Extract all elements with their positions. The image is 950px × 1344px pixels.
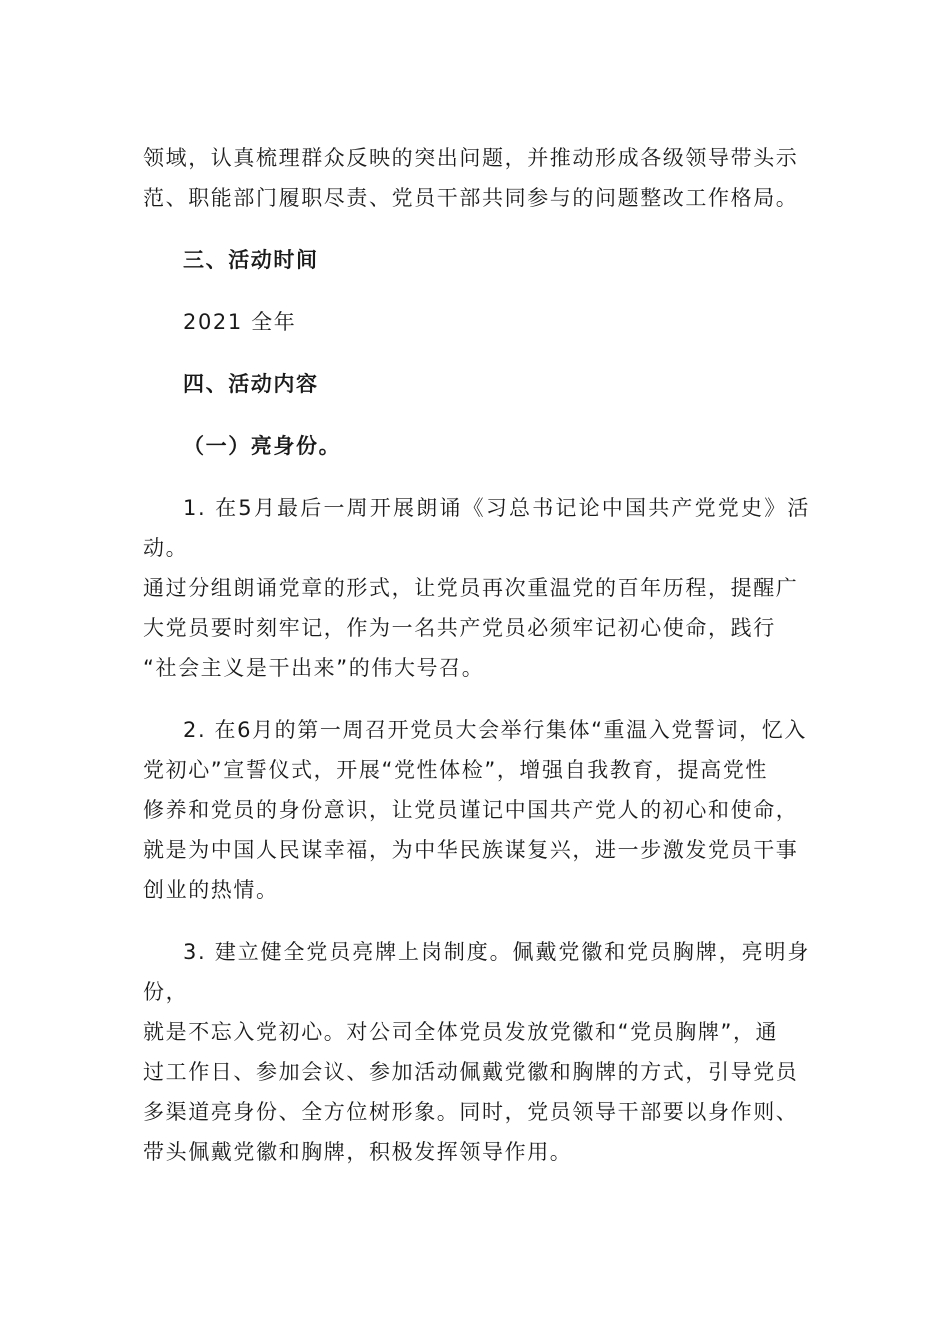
list-item-1 — [143, 488, 810, 688]
section-heading-time: 三、活动时间 — [183, 248, 319, 272]
text-line: 修养和党员的身份意识，让党员谨记中国共产党人的初心和使命， — [143, 798, 799, 822]
text-line: 就是为中国人民谋幸福，为中华民族谋复兴，进一步激发党员干事 — [143, 838, 799, 862]
list-item-2 — [143, 710, 810, 910]
paragraph-intro — [143, 138, 810, 218]
text-line: 3. 建立健全党员亮牌上岗制度。佩戴党徽和党员胸牌，亮明身份， — [143, 940, 810, 1004]
text-line: 过工作日、参加会议、参加活动佩戴党徽和胸牌的方式，引导党员 — [143, 1060, 799, 1084]
text-line: 1. 在5月最后一周开展朗诵《习总书记论中国共产党党史》活动。 — [143, 496, 810, 560]
text-line: 通过分组朗诵党章的形式，让党员再次重温党的百年历程，提醒广 — [143, 576, 799, 600]
activity-time-text: 2021 全年 — [183, 310, 297, 334]
text-line: 2. 在6月的第一周召开党员大会举行集体“重温入党誓词，忆入 — [183, 718, 807, 742]
text-line: 带头佩戴党徽和胸牌，积极发挥领导作用。 — [143, 1140, 573, 1164]
subsection-heading-identity: （一）亮身份。 — [183, 434, 342, 458]
text-line: 就是不忘入党初心。对公司全体党员发放党徽和“党员胸牌”，通 — [143, 1020, 779, 1044]
text-line: 党初心”宣誓仪式，开展“党性体检”，增强自我教育，提高党性 — [143, 758, 769, 782]
text-line: 范、职能部门履职尽责、党员干部共同参与的问题整改工作格局。 — [143, 186, 799, 210]
text-line: 多渠道亮身份、全方位树形象。同时，党员领导干部要以身作则、 — [143, 1100, 799, 1124]
list-item-3 — [143, 932, 810, 1172]
text-line: 创业的热情。 — [143, 878, 279, 902]
section-heading-content: 四、活动内容 — [183, 372, 319, 396]
text-line: 领域，认真梳理群众反映的突出问题，并推动形成各级领导带头示 — [143, 146, 799, 170]
text-line: 大党员要时刻牢记，作为一名共产党员必须牢记初心使命，践行 — [143, 616, 776, 640]
text-line: “社会主义是干出来”的伟大号召。 — [143, 656, 485, 680]
